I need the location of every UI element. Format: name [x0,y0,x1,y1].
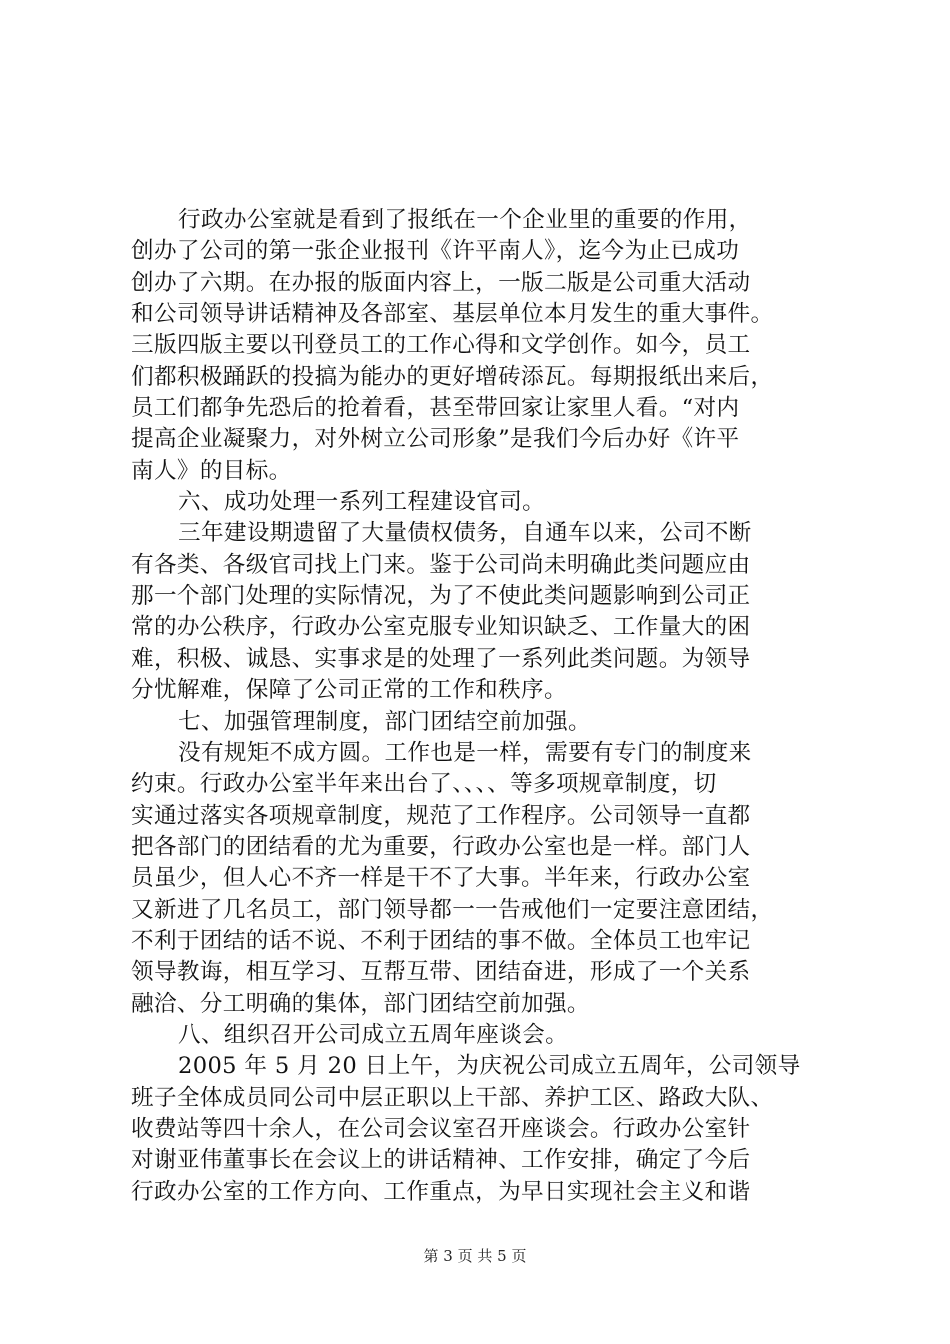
text-line: 员虽少，但人心不齐一样是干不了大事。半年来，行政办公室 [131,865,751,892]
text-line: 南人》的目标。 [131,457,292,484]
text-line: 行政办公室就是看到了报纸在一个企业里的重要的作用， [178,207,752,233]
text-line: 们都积极踊跃的投搞为能办的更好增砖添瓦。每期报纸出来后， [131,363,774,390]
text-line: 难，积极、诚恳、实事求是的处理了一系列此类问题。为领导 [131,645,751,672]
text-line: 实通过落实各项规章制度，规范了工作程序。公司领导一直都 [131,802,751,829]
section-heading: 六、成功处理一系列工程建设官司。 [178,489,546,516]
text-line: 班子全体成员同公司中层正职以上干部、养护工区、路政大队、 [131,1084,774,1111]
text-line: 有各类、各级官司找上门来。鉴于公司尚未明确此类问题应由 [131,551,751,578]
text-line: 不利于团结的话不说、不利于团结的事不做。全体员工也牢记 [131,927,751,954]
text-line: 收费站等四十余人，在公司会议室召开座谈会。行政办公室针 [131,1115,751,1142]
text-line: 又新进了几名员工，部门领导都一一告戒他们一定要注意团结， [131,896,774,923]
text-line: 那一个部门处理的实际情况，为了不使此类问题影响到公司正 [131,583,751,610]
text-line: 2005 年 5 月 20 日上午，为庆祝公司成立五周年，公司领导 [178,1053,801,1080]
text-line: 提高企业凝聚力，对外树立公司形象”是我们今后办好《许平 [131,426,740,453]
text-line: 行政办公室的工作方向、工作重点，为早日实现社会主义和谐 [131,1178,751,1205]
section-heading: 七、加强管理制度，部门团结空前加强。 [178,708,591,735]
text-line: 员工们都争先恐后的抢着看，甚至带回家让家里人看。“对内 [131,395,740,422]
text-line: 把各部门的团结看的尤为重要，行政办公室也是一样。部门人 [131,833,751,860]
page-number-footer: 第 3 页 共 5 页 [423,1247,527,1265]
text-line: 没有规矩不成方圆。工作也是一样，需要有专门的制度来 [178,739,752,766]
text-line: 创办了六期。在办报的版面内容上，一版二版是公司重大活动 [131,269,751,296]
text-line: 三年建设期遗留了大量债权债务，自通车以来，公司不断 [178,520,752,547]
text-line: 领导教诲，相互学习、互帮互带、团结奋进，形成了一个关系 [131,959,751,986]
text-line: 融洽、分工明确的集体，部门团结空前加强。 [131,990,590,1017]
text-line: 三版四版主要以刊登员工的工作心得和文学创作。如今，员工 [131,332,751,359]
text-line: 约束。行政办公室半年来出台了、、、、等多项规章制度，切 [131,771,717,798]
text-line: 创办了公司的第一张企业报刊《许平南人》，迄今为止已成功 [131,238,740,265]
section-heading: 八、组织召开公司成立五周年座谈会。 [178,1021,569,1048]
text-line: 和公司领导讲话精神及各部室、基层单位本月发生的重大事件。 [131,301,774,328]
text-line: 常的办公秩序，行政办公室克服专业知识缺乏、工作量大的困 [131,614,751,641]
text-line: 对谢亚伟董事长在会议上的讲话精神、工作安排，确定了今后 [131,1147,751,1174]
document-body [131,205,836,1208]
text-line: 分忧解难，保障了公司正常的工作和秩序。 [131,677,567,704]
